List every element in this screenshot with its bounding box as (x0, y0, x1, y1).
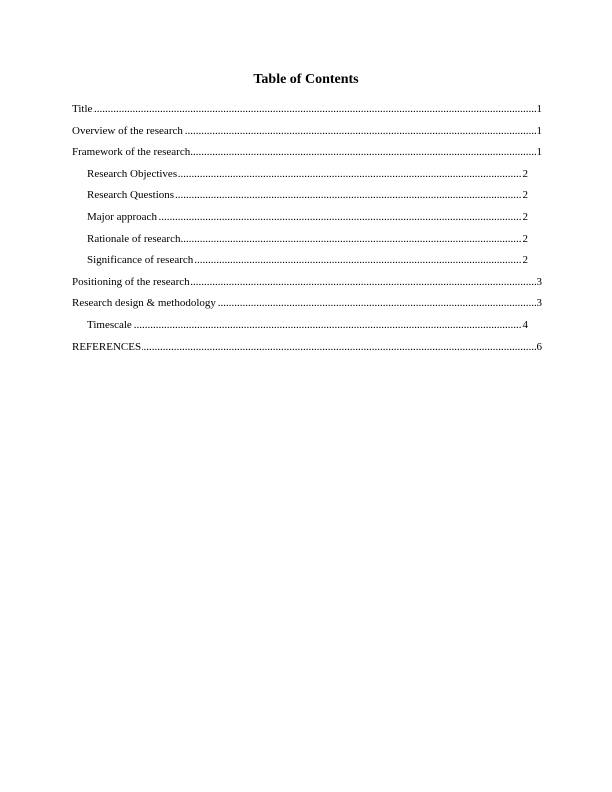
toc-entry-positioning[interactable] (72, 275, 542, 297)
toc-entry-label: Positioning of the research (72, 275, 190, 288)
toc-entry-label: Research Objectives (87, 167, 178, 180)
toc-entry-label: Research Questions (87, 189, 175, 202)
toc-entry-page: 1 (536, 124, 542, 137)
toc-leader-dots (87, 319, 528, 332)
toc-entry-page: 2 (522, 210, 528, 223)
toc-entry-approach[interactable] (87, 210, 528, 232)
toc-entry-page: 2 (522, 189, 528, 202)
toc-entry-questions[interactable] (87, 188, 528, 210)
toc-entry-page: 3 (536, 275, 542, 288)
toc-entry-label: Significance of research (87, 254, 194, 267)
toc-entry-title[interactable] (72, 102, 542, 124)
toc-entry-design[interactable] (72, 296, 542, 318)
toc-title: Table of Contents (253, 72, 359, 87)
toc-entry-page: 4 (522, 318, 528, 331)
toc-list (72, 102, 542, 361)
toc-entry-page: 6 (536, 340, 542, 353)
toc-leader-dots (72, 341, 542, 354)
toc-leader-dots (72, 103, 542, 116)
toc-entry-significance[interactable] (87, 253, 528, 275)
toc-entry-label: Overview of the research (72, 124, 183, 137)
toc-entry-label: REFERENCES (72, 340, 142, 353)
toc-entry-label: Timescale (87, 318, 132, 331)
toc-entry-overview[interactable] (72, 124, 542, 146)
toc-entry-page: 2 (522, 254, 528, 267)
toc-entry-page: 3 (536, 297, 542, 310)
toc-entry-objectives[interactable] (87, 167, 528, 189)
toc-entry-label: Title (72, 103, 93, 115)
toc-entry-page: 1 (536, 103, 542, 115)
toc-entry-framework[interactable] (72, 145, 542, 167)
toc-entry-label: Major approach (87, 210, 157, 223)
toc-entry-page: 2 (522, 232, 528, 245)
toc-entry-label: Research design & methodology (72, 297, 216, 310)
toc-entry-label: Framework of the research (72, 146, 191, 159)
toc-entry-page: 1 (536, 146, 542, 159)
toc-entry-page: 2 (522, 167, 528, 180)
toc-entry-rationale[interactable] (87, 232, 528, 254)
toc-entry-timescale[interactable] (87, 318, 528, 340)
toc-entry-label: Rationale of research (87, 232, 181, 245)
toc-entry-references[interactable] (72, 340, 542, 362)
